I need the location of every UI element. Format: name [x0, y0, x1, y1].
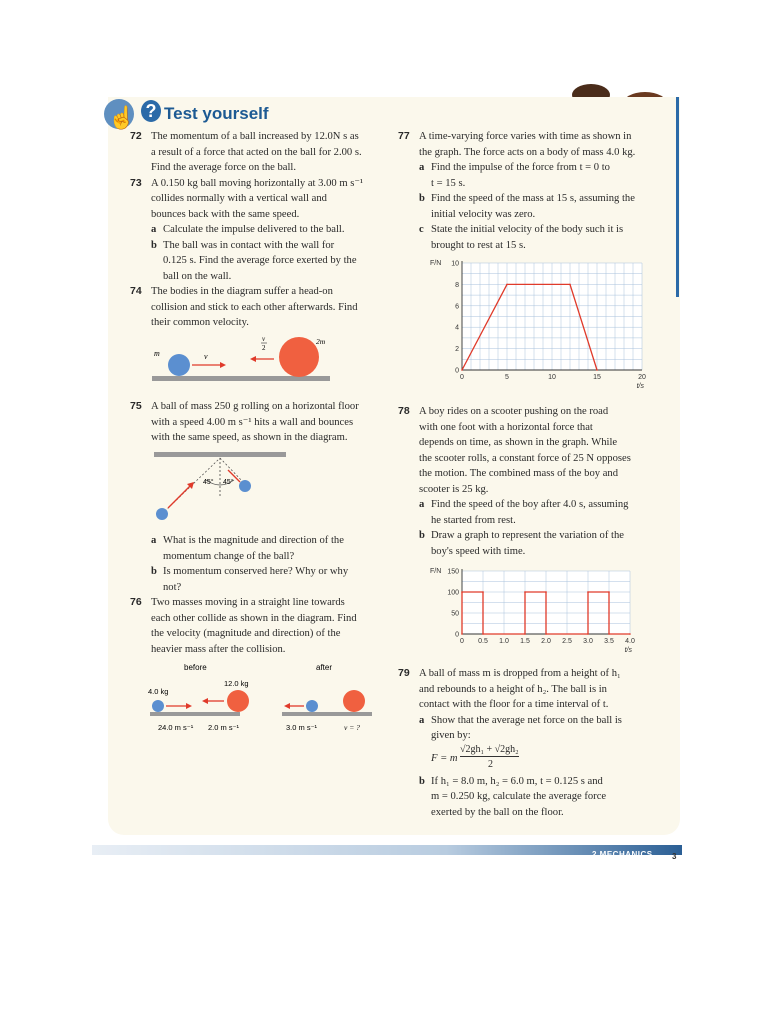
x-tick-label: 0.5 — [478, 638, 488, 645]
q74-diagram — [148, 332, 338, 386]
label-v1: 24.0 m s⁻¹ — [158, 723, 194, 732]
data-point — [524, 591, 526, 593]
arrow-in — [168, 486, 190, 508]
arrow-v2-head — [250, 356, 256, 362]
x-axis-label: t/s — [624, 647, 632, 654]
data-point — [569, 284, 571, 286]
q76-diagram — [144, 660, 380, 736]
question-78: 78 A boy rides on a scooter pushing on the road with one foot with a horizontal force that depends on time, as shown in the graph. While the scooter rolls, a constant force of 25 N opposes the motion. The combined mass of the boy and scooter is 25 kg. a Find the speed of the boy after 4.0 s, assuming he started from rest. b Draw a graph to represent the variation of the boy's speed with time. — [398, 405, 631, 557]
question-73: 73 A 0.150 kg ball moving horizontally at 3.00 m s⁻¹ collides normally with a vertical wall and bounces back with the same speed. a Calculate the impulse delivered to the ball. b The ball was in contact with the wall for 0.125 s. Find the average force exerted by the ball on the wall. — [130, 176, 364, 282]
y-tick-label: 8 — [455, 281, 459, 289]
formula: F = m √2gh₁ + √2gh₂ 2 — [431, 743, 519, 770]
data-point — [524, 633, 526, 635]
data-point — [545, 591, 547, 593]
floor-after — [282, 712, 372, 716]
ball-m — [168, 354, 190, 376]
ball-after — [239, 480, 251, 492]
label-v2-den: 2 — [262, 344, 266, 352]
x-tick-label: 0 — [460, 374, 464, 381]
question-icon: ? — [141, 100, 161, 122]
y-tick-label: 50 — [451, 610, 459, 618]
floor-before — [150, 712, 240, 716]
footer-section: 2 MECHANICS — [592, 850, 653, 859]
label-v3: 3.0 m s⁻¹ — [286, 723, 318, 732]
q77-chart — [418, 256, 658, 396]
question-75-parts: a What is the magnitude and direction of the momentum change of the ball? b Is momentum conserved here? Why or why not? 76 Two masses moving in a straight line towards each other collide as shown in the diagram. Find the velocity (magnitude and direction) of the heavier mass after the collision. — [130, 533, 380, 657]
q78-chart — [418, 562, 658, 662]
y-tick-label: 4 — [455, 324, 459, 332]
x-tick-label: 20 — [638, 374, 646, 381]
data-point — [482, 591, 484, 593]
question-77: 77 A time-varying force varies with time as shown in the graph. The force acts on a body of mass 4.0 kg. a Find the impulse of the force from t = 0 to t = 15 s. b Find the speed of the mass at 15 s, assuming the initial velocity was zero. c State the initial velocity of the body such it is brought to rest at 15 s. — [398, 130, 636, 251]
question-74: 74 The bodies in the diagram suffer a head-on collision and stick to each other afterwards. Find their common velocity. — [130, 285, 358, 328]
data-point — [461, 369, 463, 371]
ball-small-after — [306, 700, 318, 712]
floor — [152, 376, 330, 381]
x-tick-label: 1.0 — [499, 638, 509, 645]
data-point — [461, 633, 463, 635]
right-edge-strip — [676, 97, 679, 297]
label-after: after — [316, 663, 333, 672]
arrow-small-before-head — [186, 703, 192, 709]
x-tick-label: 10 — [548, 374, 556, 381]
page-number: 3 — [672, 852, 677, 861]
angle-right: 45° — [223, 479, 234, 486]
question-76: 76 Two masses moving in a straight line towards each other collide as shown in the diagram. Find the velocity (magnitude and direction) of the heavier mass after the collision. — [130, 596, 357, 655]
ball-large-after — [343, 690, 365, 712]
y-tick-label: 0 — [455, 367, 459, 375]
y-tick-label: 10 — [451, 260, 459, 268]
x-tick-label: 0 — [460, 638, 464, 645]
x-tick-label: 4.0 — [625, 638, 635, 645]
data-point — [596, 369, 598, 371]
wall — [154, 452, 286, 457]
label-m: m — [154, 349, 160, 358]
question-75-text: 75 A ball of mass 250 g rolling on a horizontal floor with a speed 4.00 m s⁻¹ hits a wall and bounces with the same speed, as shown in the diagram. — [130, 400, 359, 443]
data-point — [608, 591, 610, 593]
x-tick-label: 3.0 — [583, 638, 593, 645]
label-v2: 2.0 m s⁻¹ — [208, 723, 240, 732]
y-tick-label: 100 — [447, 589, 459, 597]
ball-small-before — [152, 700, 164, 712]
section-title: Test yourself — [164, 104, 269, 123]
data-point — [461, 591, 463, 593]
left-column — [130, 129, 380, 331]
y-tick-label: 2 — [455, 346, 459, 354]
label-v4: v = ? — [344, 723, 360, 732]
y-axis-label: F/N — [430, 568, 442, 575]
y-tick-label: 150 — [447, 568, 459, 576]
x-tick-label: 2.0 — [541, 638, 551, 645]
hand-pointer-icon: ☝ — [108, 105, 136, 130]
label-m2: 12.0 kg — [224, 679, 249, 688]
ball-before — [156, 508, 168, 520]
arrow-large-before-head — [202, 698, 208, 704]
x-tick-label: 15 — [593, 374, 601, 381]
ball-2m — [279, 337, 319, 377]
data-point — [587, 591, 589, 593]
label-2m: 2m — [316, 337, 326, 346]
question-72: 72 The momentum of a ball increased by 12.0N s as a result of a force that acted on the ball for 2.00 s. Find the average force on the ball. — [130, 130, 362, 173]
x-tick-label: 3.5 — [604, 638, 614, 645]
q75-diagram — [150, 448, 290, 526]
label-v2-num: v — [262, 335, 266, 343]
y-tick-label: 0 — [455, 631, 459, 639]
data-point — [545, 633, 547, 635]
data-point — [482, 633, 484, 635]
ball-large-before — [227, 690, 249, 712]
data-point — [629, 633, 631, 635]
x-tick-label: 5 — [505, 374, 509, 381]
question-79: 79 A ball of mass m is dropped from a height of h₁ and rebounds to a height of h₂. The ball is in contact with the floor for a time interval of t. a Show that the average net force on the ball is given by: F = m √2gh₁ + √2gh₂ 2 b If h₁ = 8.0 m, h₂ = 6.0 m, t = 0.125 s and m = 0.250 kg, calculate the average force exerted by the ball on the floor. — [398, 666, 660, 820]
arrow-v-head — [220, 362, 226, 368]
label-m1: 4.0 kg — [148, 687, 169, 696]
x-tick-label: 2.5 — [562, 638, 572, 645]
data-point — [608, 633, 610, 635]
label-before: before — [184, 663, 207, 672]
label-v: v — [204, 352, 208, 361]
x-tick-label: 1.5 — [520, 638, 530, 645]
y-axis-label: F/N — [430, 260, 442, 267]
arrow-small-after-head — [284, 703, 290, 709]
data-point — [506, 284, 508, 286]
angle-left: 45° — [203, 479, 214, 486]
x-axis-label: t/s — [636, 383, 644, 390]
data-point — [587, 633, 589, 635]
y-tick-label: 6 — [455, 303, 459, 311]
